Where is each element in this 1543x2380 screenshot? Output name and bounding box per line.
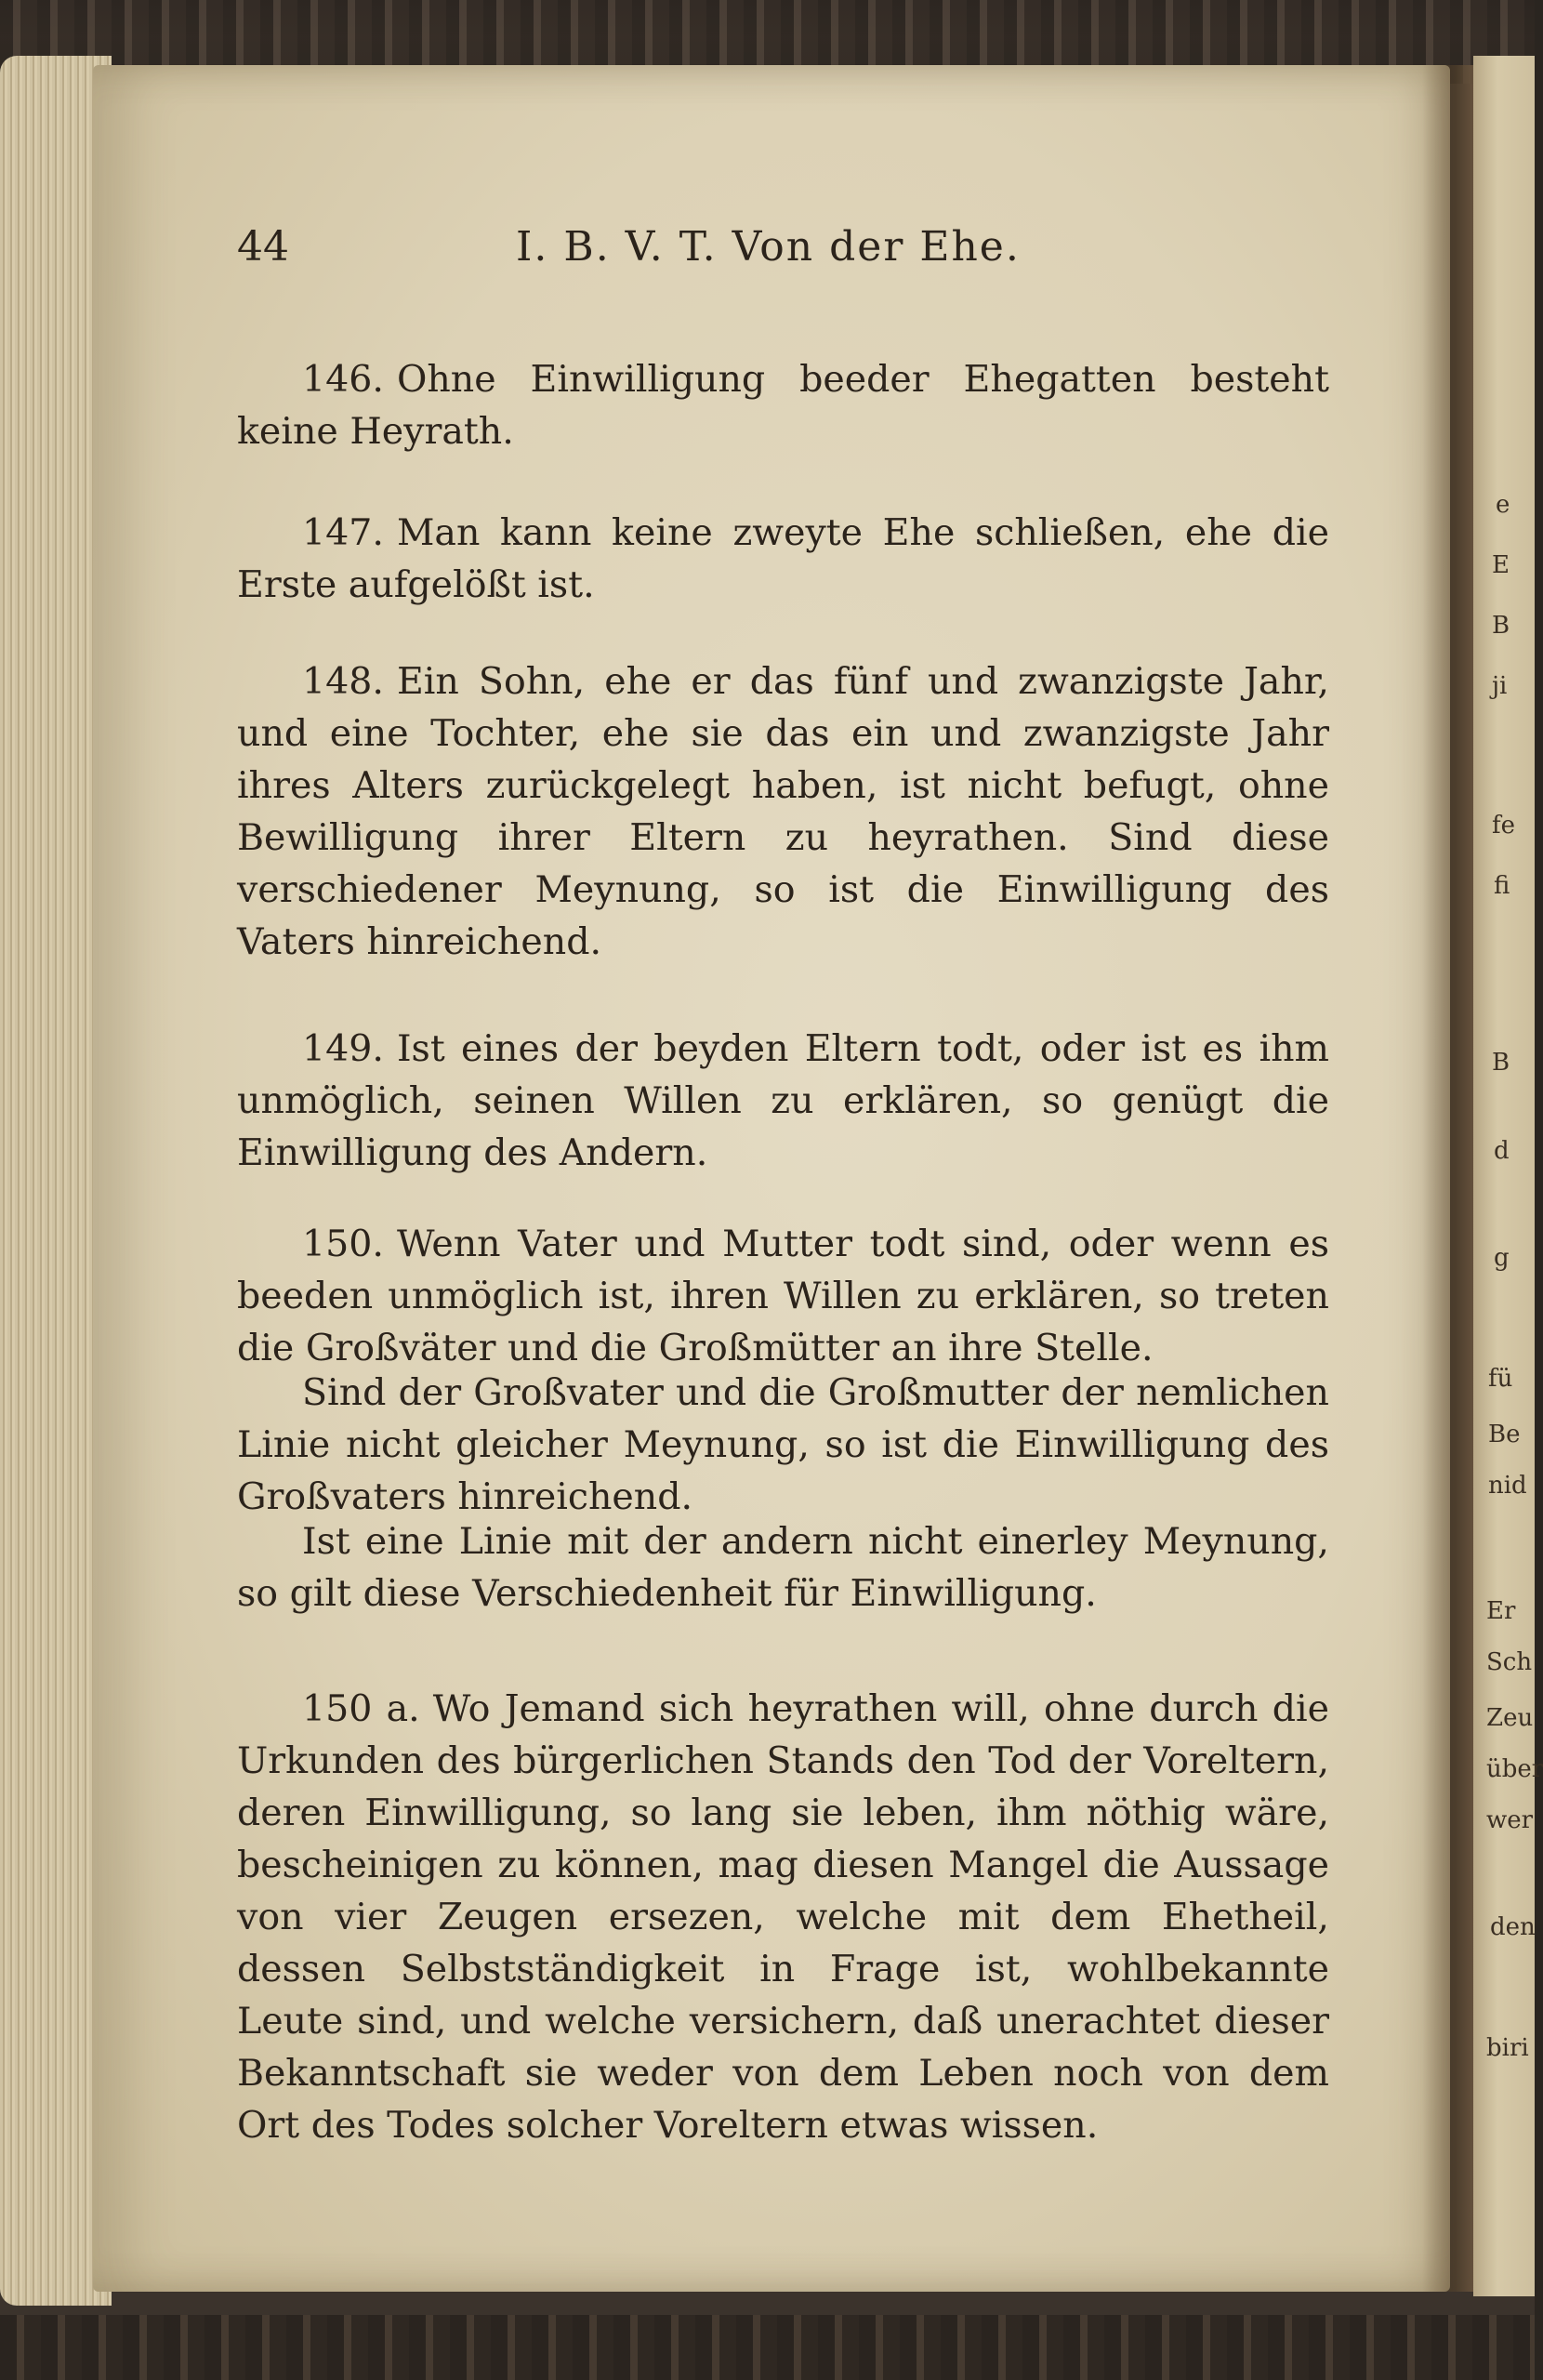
paragraph-text: Ohne Einwilligung beeder Ehegatten besteht keine Heyrath. xyxy=(237,357,1329,453)
facing-page-fragment: wer xyxy=(1486,1806,1534,1834)
paragraph-147 xyxy=(237,507,1329,611)
page-number: 44 xyxy=(237,223,289,271)
running-head: I. B. V. T. Von der Ehe. xyxy=(516,223,1021,271)
paragraph-150-continued xyxy=(237,1515,1329,1620)
paragraph-number: 146. xyxy=(302,357,384,401)
facing-page-fragment: B xyxy=(1492,1049,1510,1077)
facing-page-fragment: ji xyxy=(1492,672,1508,700)
paragraph-number: 148. xyxy=(302,659,384,703)
paragraph-number: 147. xyxy=(302,510,384,554)
paragraph-text: Ein Sohn, ehe er das fünf und zwanzigste Jahr, und eine Tochter, ehe sie das ein und zwanzigste Jahr ihres Alters zurückgelegt haben, ist nicht befugt, ohne Bewilligung ihrer Eltern zu heyrathen. Sind diese verschiedener Meynung, so ist die Einwilligung des Vaters hinreichend. xyxy=(237,659,1329,963)
facing-page-fragment: B xyxy=(1492,612,1510,640)
facing-page-fragment: nid xyxy=(1488,1472,1527,1500)
facing-page-fragment: fü xyxy=(1488,1365,1513,1393)
paragraph-text: Wo Jemand sich heyrathen will, ohne durch die Urkunden des bürgerlichen Stands den Tod der Voreltern, deren Einwilligung, so lang sie leben, ihm nöthig wäre, bescheinigen zu können, mag diesen Mangel die Aussage von vier Zeugen ersezen, welche mit dem Ehetheil, dessen Selbstständigkeit in Frage ist, wohlbekannte Leute sind, und welche versichern, daß unerachtet dieser Bekanntschaft sie weder von dem Leben noch von dem Ort des Todes solcher Voreltern etwas wissen. xyxy=(237,1686,1329,2147)
paragraph-number: 150. xyxy=(302,1222,384,1265)
facing-page-fragment: den xyxy=(1490,1913,1536,1941)
paragraph-149 xyxy=(237,1023,1329,1179)
facing-page-fragment: Be xyxy=(1488,1421,1521,1448)
facing-page-fragment: e xyxy=(1496,491,1510,519)
facing-page-fragment: g xyxy=(1494,1244,1510,1272)
paragraph-148 xyxy=(237,655,1329,968)
facing-page xyxy=(1473,56,1543,2296)
paragraph-text: Ist eine Linie mit der andern nicht einerley Meynung, so gilt diese Verschiedenheit für Einwilligung. xyxy=(237,1519,1329,1615)
facing-page-fragment: Sch xyxy=(1486,1648,1533,1676)
paragraph-146 xyxy=(237,353,1329,457)
paragraph-number: 149. xyxy=(302,1026,384,1070)
page-header xyxy=(237,223,1074,279)
facing-page-fragment: E xyxy=(1492,551,1510,579)
paragraph-text: Wenn Vater und Mutter todt sind, oder wenn es beeden unmöglich ist, ihren Willen zu erklären, so treten die Großväter und die Großmütter an ihre Stelle. xyxy=(237,1222,1329,1369)
facing-page-fragment: d xyxy=(1494,1137,1510,1165)
paragraph-text: Sind der Großvater und die Großmutter der nemlichen Linie nicht gleicher Meynung, so ist die Einwilligung des Großvaters hinreichend. xyxy=(237,1370,1329,1518)
paragraph-150 xyxy=(237,1218,1329,1374)
facing-page-fragment: fe xyxy=(1492,812,1516,840)
paragraph-150a xyxy=(237,1683,1329,2151)
facing-page-fragment: Er xyxy=(1486,1597,1516,1625)
book-gutter xyxy=(1422,65,1478,2292)
paragraph-number: 150 a. xyxy=(302,1686,420,1730)
paragraph-150-continued xyxy=(237,1367,1329,1523)
paragraph-text: Man kann keine zweyte Ehe schließen, ehe die Erste aufgelößt ist. xyxy=(237,510,1329,606)
facing-page-fragment: biri xyxy=(1486,2034,1529,2062)
paragraph-text: Ist eines der beyden Eltern todt, oder ist es ihm unmöglich, seinen Willen zu erklären, so genügt die Einwilligung des Andern. xyxy=(237,1026,1329,1174)
facing-page-fragment: Zeu xyxy=(1486,1704,1534,1732)
facing-page-fragment: fi xyxy=(1494,872,1510,900)
facing-page-fragment: über xyxy=(1486,1755,1543,1783)
cover-bottom-edge xyxy=(0,2315,1535,2380)
